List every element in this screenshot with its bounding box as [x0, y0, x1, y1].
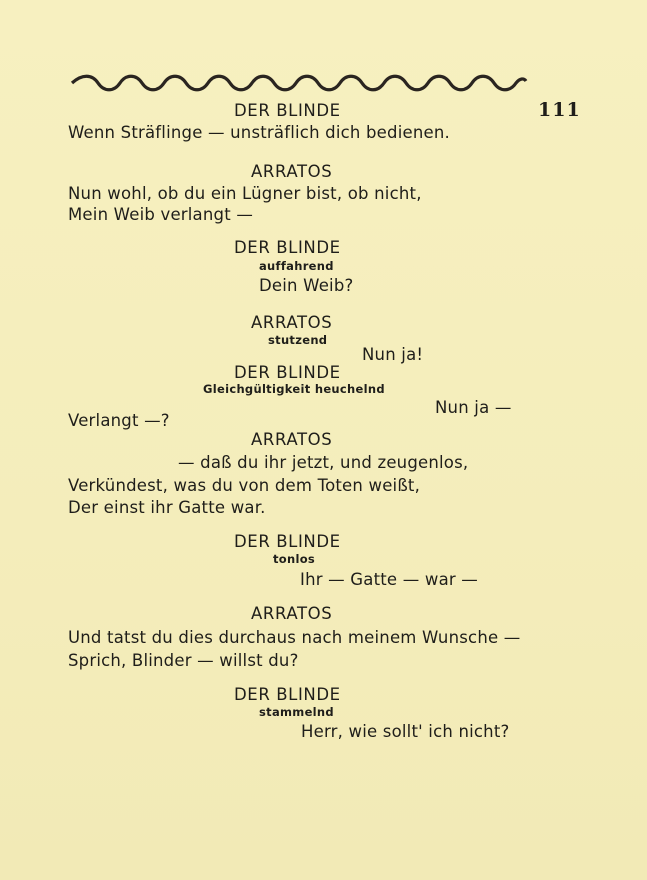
speaker-name: DER BLINDE	[234, 238, 341, 257]
speaker-name: ARRATOS	[251, 162, 333, 181]
page-number: 111	[538, 99, 581, 121]
speaker-name: ARRATOS	[251, 430, 333, 449]
verse-line: Mein Weib verlangt —	[68, 205, 254, 224]
verse-line: Nun ja!	[362, 345, 424, 364]
decorative-border-ornament	[68, 72, 528, 94]
speaker-name: DER BLINDE	[234, 685, 341, 704]
stage-direction: stammelnd	[259, 705, 334, 719]
verse-line: — daß du ihr jetzt, und zeugenlos,	[178, 453, 469, 472]
verse-line: Sprich, Blinder — willst du?	[68, 651, 299, 670]
verse-line: Der einst ihr Gatte war.	[68, 498, 266, 517]
verse-line: Ihr — Gatte — war —	[300, 570, 479, 589]
verse-line: Und tatst du dies durchaus nach meinem Wunsche —	[68, 628, 521, 647]
verse-line: Verlangt —?	[68, 411, 170, 430]
stage-direction: Gleichgültigkeit heuchelnd	[203, 382, 385, 396]
speaker-name: ARRATOS	[251, 604, 333, 623]
running-head: DER BLINDE	[234, 101, 341, 120]
speaker-name: DER BLINDE	[234, 532, 341, 551]
stage-direction: tonlos	[273, 552, 316, 566]
verse-line: Verkündest, was du von dem Toten weißt,	[68, 476, 421, 495]
speaker-name: DER BLINDE	[234, 363, 341, 382]
verse-line: Nun ja —	[435, 398, 512, 417]
verse-line: Dein Weib?	[259, 276, 354, 295]
verse-line: Wenn Sträflinge — unsträflich dich bedienen.	[68, 123, 450, 142]
stage-direction: auffahrend	[259, 259, 334, 273]
speaker-name: ARRATOS	[251, 313, 333, 332]
stage-direction: stutzend	[268, 333, 328, 347]
verse-line: Herr, wie sollt' ich nicht?	[301, 722, 510, 741]
verse-line: Nun wohl, ob du ein Lügner bist, ob nicht,	[68, 184, 422, 203]
